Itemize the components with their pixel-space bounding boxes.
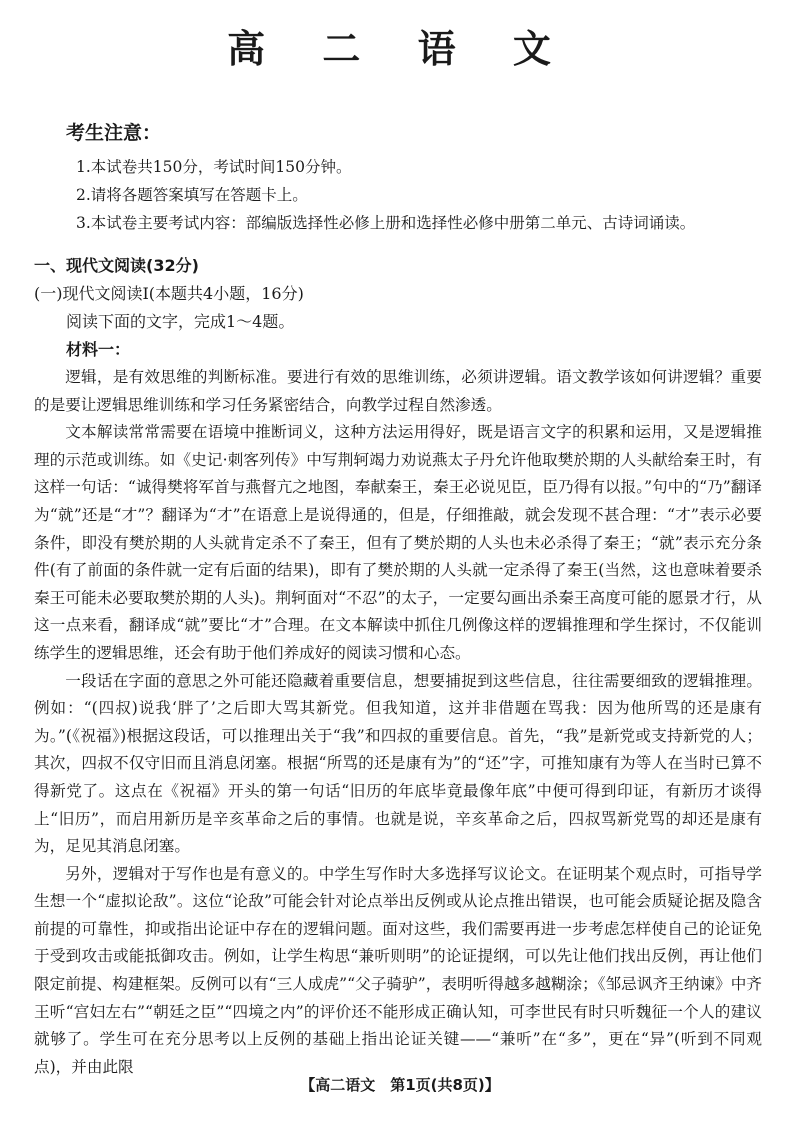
instruction-text: 阅读下面的文字，完成1～4题。	[66, 312, 295, 331]
passage-paragraph: 文本解读常常需要在语境中推断词义，这种方法运用得好，既是语言文字的积累和运用，又是逻辑推理的示范或训练。如《史记·刺客列传》中写荆轲竭力劝说燕太子丹允许他取樊於期的人头献给秦王时，有这样一句话：“诚得樊将军首与燕督亢之地图，奉献秦王，秦王必说见臣，臣乃得有以报。”句中的“乃”翻译为“就”还是“才”？翻译为“才”在语意上是说得通的，但是，仔细推敲，就会发现不甚合理：“才”表示必要条件，即没有樊於期的人头就肯定杀不了秦王，但有了樊於期的人头也未必杀得了秦王；“就”表示充分条件(有了前面的条件就一定有后面的结果)，即有了樊於期的人头就一定杀得了秦王(当然，这也意味着要杀秦王可能未必要取樊於期的人头)。荆轲面对“不忍”的太子，一定要勾画出杀秦王高度可能的愿景才行，从这一点来看，翻译成“就”要比“才”合理。在文本解读中抓住几例像这样的逻辑推理和学生探讨，不仅能训练学生的逻辑思维，还会有助于他们养成好的阅读习惯和心态。	[34, 423, 762, 662]
passage-paragraph: 一段话在字面的意思之外可能还隐藏着重要信息，想要捕捉到这些信息，往往需要细致的逻辑推理。例如：“(四叔)说我‘胖了’之后即大骂其新党。但我知道，这并非借题在骂我：因为他所骂的还是康有为。”(《祝福》)根据这段话，可以推理出关于“我”和四叔的重要信息。首先，“我”是新党或支持新党的人；其次，四叔不仅守旧而且消息闭塞。根据“所骂的还是康有为”的“还”字，可推知康有为等人在当时已算不得新党了。这点在《祝福》开头的第一句话“旧历的年底毕竟最像年底”中便可得到印证，有新历才谈得上“旧历”，而启用新历是辛亥革命之后的事情。也就是说，辛亥革命之后，四叔骂新党骂的却还是康有为，足见其消息闭塞。	[34, 671, 762, 856]
material-label: 材料一：	[66, 340, 131, 359]
page-footer: 【高二语文 第1页(共8页)】	[300, 1076, 500, 1094]
subsection-heading: (一)现代文阅读Ⅰ(本题共4小题，16分)	[34, 284, 304, 303]
notice-item: 1.本试卷共150分，考试时间150分钟。	[76, 158, 352, 176]
notice-item: 2.请将各题答案填写在答题卡上。	[76, 186, 308, 204]
passage-paragraph: 另外，逻辑对于写作也是有意义的。中学生写作时大多选择写议论文。在证明某个观点时，可指导学生想一个“虚拟论敌”。这位“论敌”可能会针对论点举出反例或从论点推出错误，也可能会质疑论据及隐含前提的可靠性，抑或指出论证中存在的逻辑问题。面对这些，我们需要再进一步考虑怎样使自己的论证免于受到攻击或能抵御攻击。例如，让学生构思“兼听则明”的论证提纲，可以先让他们找出反例，再让他们限定前提、构建框架。反例可以有“三人成虎”“父子骑驴”，表明听得越多越糊涂；《邹忌讽齐王纳谏》中齐王听“宫妇左右”“朝廷之臣”“四境之内”的评价还不能形成正确认知，可李世民有时只听魏征一个人的建议就够了。学生可在充分思考以上反例的基础上指出论证关键——“兼听”在“多”，更在“异”(听到不同观点)，并由此限	[34, 864, 762, 1076]
notice-item: 3.本试卷主要考试内容：部编版选择性必修上册和选择性必修中册第二单元、古诗词诵读。	[76, 214, 696, 232]
notice-heading: 考生注意：	[66, 122, 162, 144]
reading-passage	[34, 364, 762, 1081]
passage-paragraph: 逻辑，是有效思维的判断标准。要进行有效的思维训练，必须讲逻辑。语文教学该如何讲逻辑？重要的是要让逻辑思维训练和学习任务紧密结合，向教学过程自然渗透。	[34, 368, 762, 414]
page-title: 高 二 语 文	[227, 27, 573, 71]
exam-notice	[66, 118, 776, 237]
section-heading: 一、现代文阅读(32分)	[34, 256, 199, 275]
